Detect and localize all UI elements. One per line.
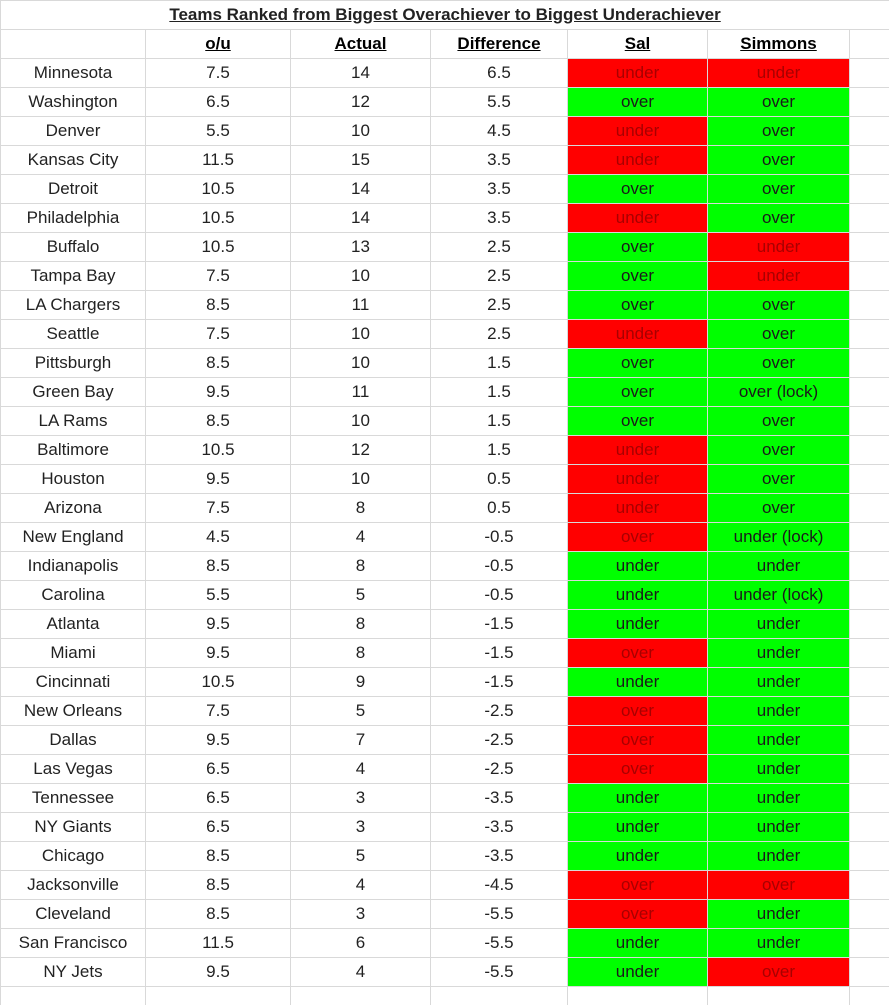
team-cell[interactable]: Minnesota [1, 59, 146, 88]
sal-cell[interactable]: under [568, 668, 708, 697]
actual-cell[interactable]: 12 [291, 88, 431, 117]
ou-cell[interactable]: 10.5 [146, 436, 291, 465]
table-row [1, 146, 889, 175]
actual-cell[interactable]: 8 [291, 639, 431, 668]
ou-cell[interactable]: 6.5 [146, 813, 291, 842]
sal-cell[interactable]: over [568, 349, 708, 378]
empty-cell[interactable] [850, 146, 889, 175]
difference-cell[interactable]: -3.5 [431, 813, 568, 842]
ou-cell[interactable]: 11.5 [146, 929, 291, 958]
difference-cell[interactable]: -0.5 [431, 581, 568, 610]
simmons-cell[interactable]: under [708, 233, 850, 262]
empty-cell[interactable] [708, 987, 850, 1005]
team-cell[interactable]: NY Jets [1, 958, 146, 987]
difference-cell[interactable]: 0.5 [431, 494, 568, 523]
simmons-cell[interactable]: under [708, 755, 850, 784]
header-actual[interactable]: Actual [291, 30, 431, 59]
actual-cell[interactable]: 8 [291, 494, 431, 523]
sal-cell[interactable]: under [568, 320, 708, 349]
simmons-cell[interactable]: over [708, 436, 850, 465]
ou-cell[interactable]: 9.5 [146, 726, 291, 755]
simmons-cell[interactable]: over [708, 204, 850, 233]
sal-cell[interactable]: over [568, 639, 708, 668]
team-cell[interactable]: Carolina [1, 581, 146, 610]
actual-cell[interactable]: 10 [291, 262, 431, 291]
difference-cell[interactable]: 2.5 [431, 262, 568, 291]
simmons-cell[interactable]: under [708, 552, 850, 581]
ou-cell[interactable]: 8.5 [146, 871, 291, 900]
simmons-cell[interactable]: over [708, 958, 850, 987]
actual-cell[interactable]: 11 [291, 378, 431, 407]
team-cell[interactable]: Baltimore [1, 436, 146, 465]
ou-cell[interactable]: 9.5 [146, 958, 291, 987]
sal-cell[interactable]: under [568, 436, 708, 465]
actual-cell[interactable]: 4 [291, 871, 431, 900]
actual-cell[interactable]: 10 [291, 117, 431, 146]
table-row [1, 581, 889, 610]
sal-cell[interactable]: under [568, 813, 708, 842]
simmons-cell[interactable]: over [708, 117, 850, 146]
empty-cell[interactable] [850, 378, 889, 407]
simmons-cell[interactable]: under [708, 610, 850, 639]
team-cell[interactable]: Philadelphia [1, 204, 146, 233]
sal-cell[interactable]: under [568, 581, 708, 610]
sal-cell[interactable]: under [568, 494, 708, 523]
header-sal[interactable]: Sal [568, 30, 708, 59]
empty-cell[interactable] [850, 523, 889, 552]
table-row [1, 610, 889, 639]
table-row [1, 349, 889, 378]
simmons-cell[interactable]: under [708, 668, 850, 697]
team-cell[interactable]: NY Giants [1, 813, 146, 842]
table-row [1, 204, 889, 233]
team-cell[interactable]: Arizona [1, 494, 146, 523]
team-cell[interactable]: Kansas City [1, 146, 146, 175]
header-row [1, 30, 889, 59]
difference-cell[interactable]: 3.5 [431, 204, 568, 233]
actual-cell[interactable]: 14 [291, 59, 431, 88]
team-cell[interactable]: Atlanta [1, 610, 146, 639]
header-simmons[interactable]: Simmons [708, 30, 850, 59]
empty-cell[interactable] [850, 755, 889, 784]
ou-cell[interactable]: 7.5 [146, 320, 291, 349]
difference-cell[interactable]: -4.5 [431, 871, 568, 900]
empty-cell[interactable] [850, 233, 889, 262]
empty-cell[interactable] [850, 320, 889, 349]
table-row [1, 262, 889, 291]
simmons-cell[interactable]: over [708, 146, 850, 175]
sal-cell[interactable]: over [568, 262, 708, 291]
ou-cell[interactable]: 8.5 [146, 349, 291, 378]
empty-cell[interactable] [850, 407, 889, 436]
actual-cell[interactable]: 3 [291, 784, 431, 813]
actual-cell[interactable]: 9 [291, 668, 431, 697]
team-cell[interactable]: Seattle [1, 320, 146, 349]
empty-cell[interactable] [850, 813, 889, 842]
difference-cell[interactable]: -2.5 [431, 755, 568, 784]
ou-cell[interactable]: 8.5 [146, 291, 291, 320]
table-row [1, 436, 889, 465]
team-cell[interactable]: Houston [1, 465, 146, 494]
ou-cell[interactable]: 5.5 [146, 117, 291, 146]
header-difference[interactable]: Difference [431, 30, 568, 59]
table-row [1, 668, 889, 697]
empty-cell[interactable] [850, 349, 889, 378]
simmons-cell[interactable]: over (lock) [708, 378, 850, 407]
actual-cell[interactable]: 15 [291, 146, 431, 175]
actual-cell[interactable]: 13 [291, 233, 431, 262]
team-cell[interactable]: Cleveland [1, 900, 146, 929]
ou-cell[interactable]: 8.5 [146, 407, 291, 436]
difference-cell[interactable]: -2.5 [431, 726, 568, 755]
simmons-cell[interactable]: under [708, 262, 850, 291]
difference-cell[interactable]: 4.5 [431, 117, 568, 146]
actual-cell[interactable]: 8 [291, 610, 431, 639]
ou-cell[interactable]: 7.5 [146, 494, 291, 523]
header-team[interactable] [1, 30, 146, 59]
ou-cell[interactable]: 9.5 [146, 639, 291, 668]
difference-cell[interactable]: -3.5 [431, 842, 568, 871]
team-cell[interactable]: San Francisco [1, 929, 146, 958]
simmons-cell[interactable]: over [708, 871, 850, 900]
empty-cell[interactable] [850, 552, 889, 581]
empty-cell[interactable] [850, 581, 889, 610]
team-cell[interactable]: Buffalo [1, 233, 146, 262]
difference-cell[interactable]: 3.5 [431, 146, 568, 175]
ou-cell[interactable]: 8.5 [146, 552, 291, 581]
sal-cell[interactable]: under [568, 929, 708, 958]
sal-cell[interactable]: under [568, 117, 708, 146]
difference-cell[interactable]: -0.5 [431, 523, 568, 552]
header-ou[interactable]: o/u [146, 30, 291, 59]
table-row [1, 465, 889, 494]
difference-cell[interactable]: 6.5 [431, 59, 568, 88]
empty-cell[interactable] [850, 639, 889, 668]
simmons-cell[interactable]: under [708, 813, 850, 842]
ou-cell[interactable]: 7.5 [146, 59, 291, 88]
actual-cell[interactable]: 5 [291, 842, 431, 871]
simmons-cell[interactable]: under [708, 842, 850, 871]
difference-cell[interactable]: 2.5 [431, 233, 568, 262]
team-cell[interactable]: LA Chargers [1, 291, 146, 320]
table-row [1, 117, 889, 146]
empty-cell[interactable] [291, 987, 431, 1005]
actual-cell[interactable]: 14 [291, 175, 431, 204]
simmons-cell[interactable]: over [708, 88, 850, 117]
difference-cell[interactable]: 2.5 [431, 291, 568, 320]
table-row [1, 291, 889, 320]
team-cell[interactable]: Dallas [1, 726, 146, 755]
table-row [1, 175, 889, 204]
empty-cell[interactable] [850, 784, 889, 813]
difference-cell[interactable]: -1.5 [431, 610, 568, 639]
ou-cell[interactable]: 5.5 [146, 581, 291, 610]
difference-cell[interactable]: 1.5 [431, 378, 568, 407]
table-row [1, 958, 889, 987]
ou-cell[interactable]: 7.5 [146, 262, 291, 291]
empty-row [1, 987, 889, 1005]
simmons-cell[interactable]: under [708, 726, 850, 755]
table-row [1, 900, 889, 929]
sal-cell[interactable]: under [568, 958, 708, 987]
ou-cell[interactable]: 9.5 [146, 610, 291, 639]
empty-cell[interactable] [850, 871, 889, 900]
simmons-cell[interactable]: over [708, 320, 850, 349]
ou-cell[interactable]: 9.5 [146, 465, 291, 494]
table-row [1, 639, 889, 668]
empty-cell[interactable] [850, 88, 889, 117]
ou-cell[interactable]: 8.5 [146, 842, 291, 871]
empty-cell[interactable] [850, 59, 889, 88]
table-row [1, 726, 889, 755]
sal-cell[interactable]: under [568, 146, 708, 175]
simmons-cell[interactable]: over [708, 407, 850, 436]
ou-cell[interactable]: 9.5 [146, 378, 291, 407]
team-cell[interactable]: Tampa Bay [1, 262, 146, 291]
actual-cell[interactable]: 14 [291, 204, 431, 233]
table-row [1, 233, 889, 262]
team-cell[interactable]: Chicago [1, 842, 146, 871]
empty-cell[interactable] [850, 668, 889, 697]
difference-cell[interactable]: -1.5 [431, 668, 568, 697]
empty-cell[interactable] [850, 291, 889, 320]
sheet-title[interactable]: Teams Ranked from Biggest Overachiever to Biggest Underachiever [1, 1, 889, 30]
table-row [1, 784, 889, 813]
simmons-cell[interactable]: over [708, 465, 850, 494]
simmons-cell[interactable]: under [708, 900, 850, 929]
difference-cell[interactable]: 2.5 [431, 320, 568, 349]
simmons-cell[interactable]: over [708, 291, 850, 320]
sal-cell[interactable]: over [568, 871, 708, 900]
empty-cell[interactable] [568, 987, 708, 1005]
table-row [1, 697, 889, 726]
ou-cell[interactable]: 10.5 [146, 233, 291, 262]
ou-cell[interactable]: 6.5 [146, 755, 291, 784]
sal-cell[interactable]: over [568, 233, 708, 262]
actual-cell[interactable]: 10 [291, 320, 431, 349]
actual-cell[interactable]: 8 [291, 552, 431, 581]
team-cell[interactable]: Jacksonville [1, 871, 146, 900]
actual-cell[interactable]: 10 [291, 465, 431, 494]
empty-cell[interactable] [850, 900, 889, 929]
sal-cell[interactable]: under [568, 204, 708, 233]
difference-cell[interactable]: -5.5 [431, 958, 568, 987]
simmons-cell[interactable]: under [708, 697, 850, 726]
simmons-cell[interactable]: under [708, 59, 850, 88]
team-cell[interactable]: LA Rams [1, 407, 146, 436]
team-cell[interactable]: Green Bay [1, 378, 146, 407]
empty-cell[interactable] [850, 465, 889, 494]
actual-cell[interactable]: 4 [291, 523, 431, 552]
simmons-cell[interactable]: under [708, 784, 850, 813]
difference-cell[interactable]: -3.5 [431, 784, 568, 813]
simmons-cell[interactable]: over [708, 494, 850, 523]
team-cell[interactable]: New England [1, 523, 146, 552]
team-cell[interactable]: Indianapolis [1, 552, 146, 581]
sal-cell[interactable]: over [568, 378, 708, 407]
sal-cell[interactable]: over [568, 900, 708, 929]
difference-cell[interactable]: 3.5 [431, 175, 568, 204]
sal-cell[interactable]: over [568, 523, 708, 552]
title-row [1, 1, 889, 30]
sal-cell[interactable]: over [568, 175, 708, 204]
ou-cell[interactable]: 6.5 [146, 784, 291, 813]
table-row [1, 88, 889, 117]
ou-cell[interactable]: 8.5 [146, 900, 291, 929]
sal-cell[interactable]: under [568, 842, 708, 871]
table-row [1, 378, 889, 407]
ou-cell[interactable]: 4.5 [146, 523, 291, 552]
table-row [1, 813, 889, 842]
simmons-cell[interactable]: over [708, 349, 850, 378]
table-row [1, 755, 889, 784]
table-row [1, 842, 889, 871]
sal-cell[interactable]: over [568, 726, 708, 755]
sal-cell[interactable]: over [568, 755, 708, 784]
simmons-cell[interactable]: under [708, 639, 850, 668]
empty-cell[interactable] [850, 697, 889, 726]
actual-cell[interactable]: 5 [291, 581, 431, 610]
team-cell[interactable]: Pittsburgh [1, 349, 146, 378]
empty-cell[interactable] [850, 726, 889, 755]
empty-cell[interactable] [146, 987, 291, 1005]
empty-cell[interactable] [431, 987, 568, 1005]
ou-cell[interactable]: 11.5 [146, 146, 291, 175]
actual-cell[interactable]: 6 [291, 929, 431, 958]
sal-cell[interactable]: over [568, 88, 708, 117]
ou-cell[interactable]: 10.5 [146, 204, 291, 233]
empty-cell[interactable] [850, 987, 889, 1005]
empty-cell[interactable] [850, 30, 889, 59]
difference-cell[interactable]: -0.5 [431, 552, 568, 581]
empty-cell[interactable] [850, 842, 889, 871]
sal-cell[interactable]: over [568, 697, 708, 726]
actual-cell[interactable]: 4 [291, 958, 431, 987]
actual-cell[interactable]: 4 [291, 755, 431, 784]
table-row [1, 59, 889, 88]
difference-cell[interactable]: 5.5 [431, 88, 568, 117]
actual-cell[interactable]: 7 [291, 726, 431, 755]
difference-cell[interactable]: -5.5 [431, 929, 568, 958]
empty-cell[interactable] [850, 262, 889, 291]
team-cell[interactable]: Denver [1, 117, 146, 146]
difference-cell[interactable]: 1.5 [431, 436, 568, 465]
ou-cell[interactable]: 10.5 [146, 668, 291, 697]
actual-cell[interactable]: 11 [291, 291, 431, 320]
ou-cell[interactable]: 10.5 [146, 175, 291, 204]
ou-cell[interactable]: 6.5 [146, 88, 291, 117]
simmons-cell[interactable]: under (lock) [708, 581, 850, 610]
empty-cell[interactable] [850, 958, 889, 987]
table-row [1, 523, 889, 552]
empty-cell[interactable] [1, 987, 146, 1005]
empty-cell[interactable] [850, 929, 889, 958]
table-row [1, 407, 889, 436]
sal-cell[interactable]: under [568, 784, 708, 813]
team-cell[interactable]: Miami [1, 639, 146, 668]
team-cell[interactable]: Cincinnati [1, 668, 146, 697]
simmons-cell[interactable]: under [708, 929, 850, 958]
empty-cell[interactable] [850, 494, 889, 523]
sal-cell[interactable]: under [568, 465, 708, 494]
actual-cell[interactable]: 10 [291, 349, 431, 378]
actual-cell[interactable]: 3 [291, 813, 431, 842]
table-row [1, 929, 889, 958]
empty-cell[interactable] [850, 204, 889, 233]
difference-cell[interactable]: 1.5 [431, 407, 568, 436]
actual-cell[interactable]: 10 [291, 407, 431, 436]
actual-cell[interactable]: 5 [291, 697, 431, 726]
empty-cell[interactable] [850, 610, 889, 639]
difference-cell[interactable]: 1.5 [431, 349, 568, 378]
table-row [1, 320, 889, 349]
actual-cell[interactable]: 3 [291, 900, 431, 929]
sal-cell[interactable]: under [568, 610, 708, 639]
sal-cell[interactable]: over [568, 291, 708, 320]
difference-cell[interactable]: -2.5 [431, 697, 568, 726]
table-row [1, 552, 889, 581]
sal-cell[interactable]: under [568, 59, 708, 88]
ou-cell[interactable]: 7.5 [146, 697, 291, 726]
team-cell[interactable]: Washington [1, 88, 146, 117]
empty-cell[interactable] [850, 117, 889, 146]
empty-cell[interactable] [850, 175, 889, 204]
table-row [1, 871, 889, 900]
actual-cell[interactable]: 12 [291, 436, 431, 465]
empty-cell[interactable] [850, 436, 889, 465]
team-cell[interactable]: Las Vegas [1, 755, 146, 784]
sal-cell[interactable]: under [568, 552, 708, 581]
simmons-cell[interactable]: under (lock) [708, 523, 850, 552]
table-row [1, 494, 889, 523]
team-cell[interactable]: Tennessee [1, 784, 146, 813]
difference-cell[interactable]: 0.5 [431, 465, 568, 494]
difference-cell[interactable]: -1.5 [431, 639, 568, 668]
difference-cell[interactable]: -5.5 [431, 900, 568, 929]
team-cell[interactable]: Detroit [1, 175, 146, 204]
simmons-cell[interactable]: over [708, 175, 850, 204]
sal-cell[interactable]: over [568, 407, 708, 436]
team-cell[interactable]: New Orleans [1, 697, 146, 726]
